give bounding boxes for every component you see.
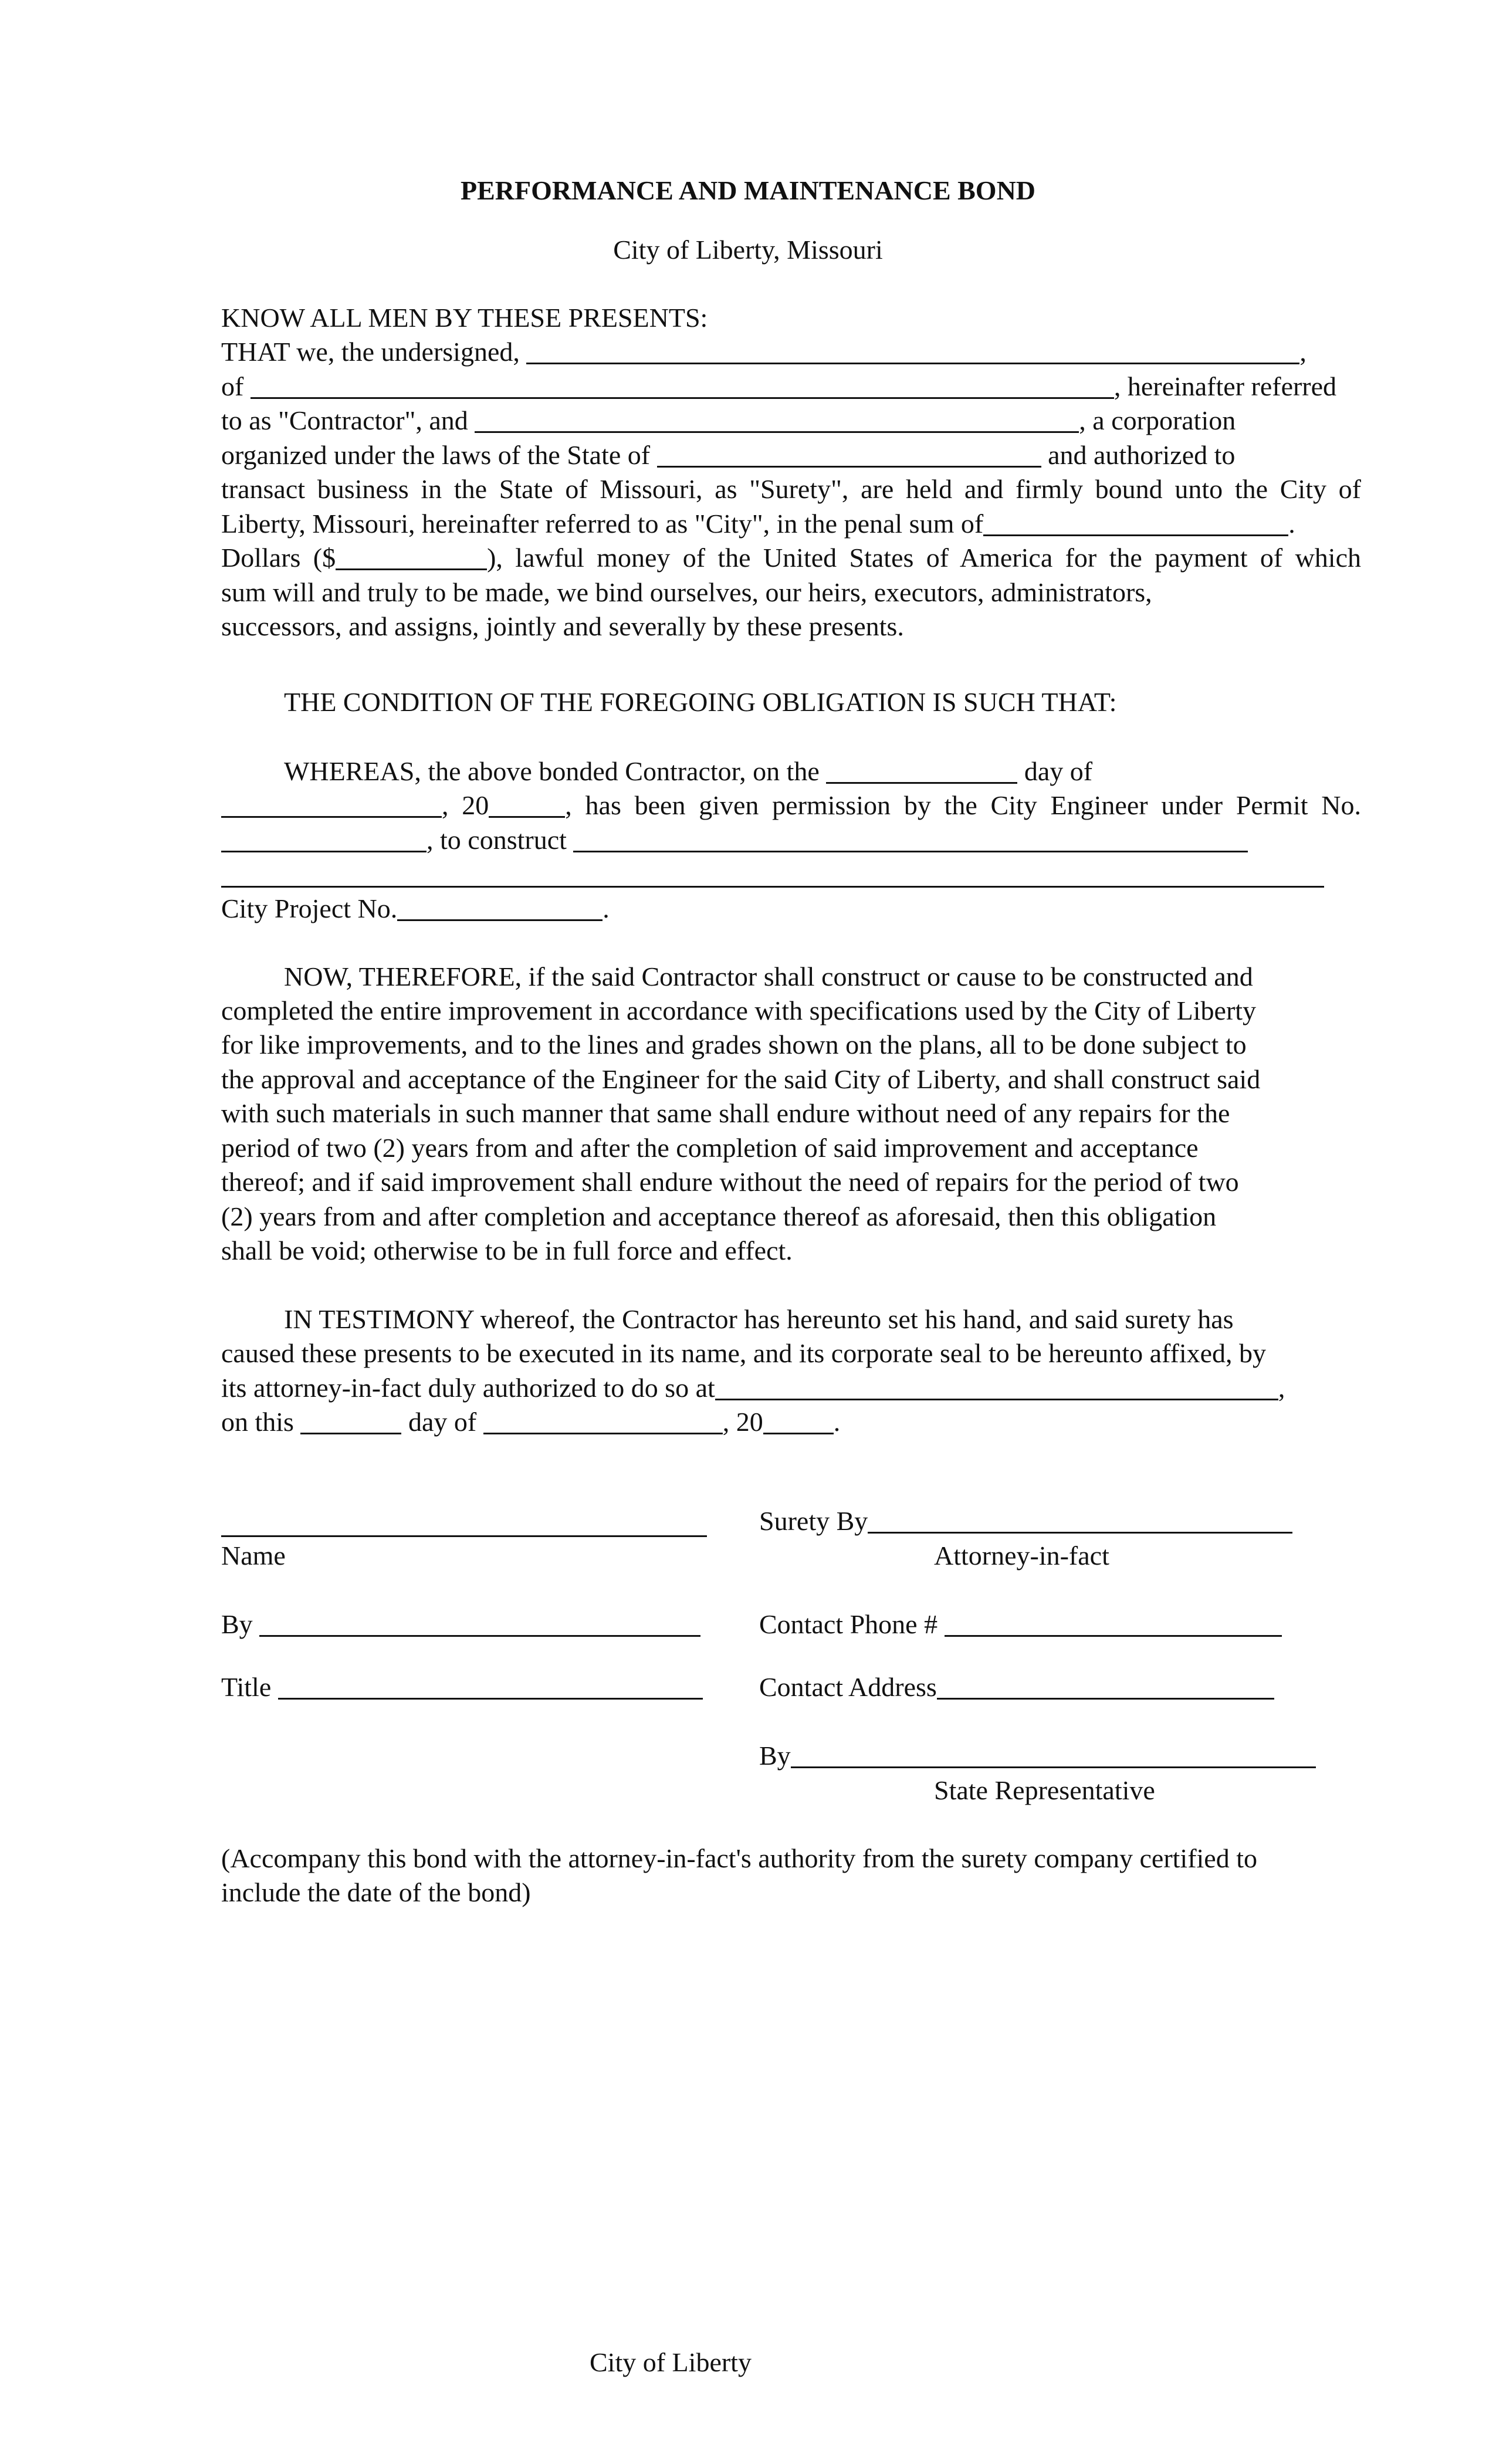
whereas-line-1 (284, 754, 1092, 788)
surety-by-row (759, 1504, 1292, 1538)
penal-sum-label: Liberty, Missouri, hereinafter referred to as "City", in the penal sum of (221, 509, 984, 539)
execution-day-field[interactable] (300, 1409, 401, 1434)
punctuation: . (833, 1407, 841, 1437)
surety-name-field[interactable] (475, 408, 1079, 433)
whereas-label: WHEREAS, the above bonded Contractor, on the (284, 756, 820, 786)
contractor-address-field[interactable] (251, 374, 1114, 399)
contractor-title-field[interactable] (278, 1674, 703, 1700)
opening-line-7 (221, 541, 1361, 575)
contractor-name-field[interactable] (526, 339, 1299, 364)
punctuation: . (1288, 509, 1295, 539)
opening-line-4 (221, 438, 1235, 472)
hereinafter-text: , hereinafter referred (1113, 371, 1337, 401)
surety-state-field[interactable] (657, 442, 1041, 468)
now-therefore-line-8: (2) years from and after completion and acceptance thereof as aforesaid, then this obligation (221, 1201, 1217, 1231)
undersigned-label: THAT we, the undersigned, (221, 337, 520, 367)
contractor-by-row (221, 1607, 700, 1641)
opening-heading: KNOW ALL MEN BY THESE PRESENTS: (221, 303, 708, 333)
now-therefore-line-4: the approval and acceptance of the Engineer for the said City of Liberty, and shall construct said (221, 1064, 1261, 1094)
authorized-at-label: its attorney-in-fact duly authorized to do so at (221, 1373, 715, 1403)
surety-by-label: Surety By (759, 1506, 868, 1536)
testimony-line-1: IN TESTIMONY whereof, the Contractor has hereunto set his hand, and said surety has (284, 1304, 1234, 1334)
by-label: By (759, 1741, 791, 1771)
contractor-title-row (221, 1670, 703, 1704)
on-this-label: on this (221, 1407, 294, 1437)
permission-month-field[interactable] (221, 793, 442, 818)
year-prefix: , 20 (722, 1407, 763, 1437)
now-therefore-line-1: NOW, THEREFORE, if the said Contractor shall construct or cause to be constructed and (284, 962, 1253, 991)
contact-address-row (759, 1670, 1274, 1704)
opening-line-5: transact business in the State of Missouri, as "Surety", are held and firmly bound unto the City of (221, 474, 1361, 504)
day-of-label: day of (408, 1407, 477, 1437)
now-therefore-line-2: completed the entire improvement in accordance with specifications used by the City of Liberty (221, 996, 1257, 1025)
permission-day-field[interactable] (826, 759, 1017, 784)
state-rep-by-row (759, 1739, 1316, 1773)
authorized-text: and authorized to (1048, 440, 1236, 470)
punctuation: , (1299, 337, 1307, 367)
corporation-text: , a corporation (1079, 405, 1236, 435)
permission-year-field[interactable] (489, 793, 565, 818)
of-label: of (221, 371, 244, 401)
attorney-in-fact-caption: Attorney-in-fact (934, 1541, 1109, 1571)
punctuation: , (1278, 1373, 1285, 1403)
permit-text: , has been given permission by the City Engineer under Permit No. (565, 790, 1361, 820)
contact-phone-field[interactable] (945, 1612, 1282, 1637)
by-label: By (221, 1609, 253, 1639)
opening-line-6 (221, 507, 1295, 541)
contractor-and-label: to as "Contractor", and (221, 405, 468, 435)
now-therefore-line-3: for like improvements, and to the lines and grades shown on the plans, all to be done subject to (221, 1030, 1247, 1060)
whereas-line-3 (221, 823, 1248, 857)
contact-phone-label: Contact Phone # (759, 1609, 938, 1639)
now-therefore-line-6: period of two (2) years from and after the completion of said improvement and acceptance (221, 1133, 1199, 1163)
testimony-line-4 (221, 1405, 840, 1439)
penal-sum-amount-field[interactable] (336, 545, 487, 570)
name-label: Name (221, 1541, 286, 1571)
punctuation: , (442, 790, 449, 820)
now-therefore-line-9: shall be void; otherwise to be in full force and effect. (221, 1236, 793, 1265)
permit-number-field[interactable] (221, 827, 427, 852)
execution-year-field[interactable] (763, 1409, 834, 1434)
construction-description-field-continued[interactable] (221, 886, 1324, 888)
note-line-1: (Accompany this bond with the attorney-in-fact's authority from the surety company certified to (221, 1843, 1257, 1873)
execution-location-field[interactable] (715, 1375, 1278, 1400)
document-subtitle: City of Liberty, Missouri (613, 235, 883, 265)
opening-line-3 (221, 404, 1236, 438)
to-construct-label: , to construct (427, 825, 567, 855)
contractor-by-signature-field[interactable] (259, 1612, 700, 1637)
whereas-line-2 (221, 788, 1361, 823)
testimony-line-3 (221, 1371, 1285, 1405)
year-prefix: 20 (462, 790, 489, 820)
city-project-label: City Project No. (221, 893, 398, 923)
city-project-line (221, 892, 610, 926)
state-rep-signature-field[interactable] (791, 1743, 1316, 1768)
contact-address-label: Contact Address (759, 1672, 937, 1702)
opening-line-8: sum will and truly to be made, we bind ourselves, our heirs, executors, administrators, (221, 577, 1152, 607)
opening-line-9: successors, and assigns, jointly and severally by these presents. (221, 611, 904, 641)
testimony-line-2: caused these presents to be executed in its name, and its corporate seal to be hereunto affixed, by (221, 1338, 1267, 1368)
lawful-money-text: ), lawful money of the United States of America for the payment of which (487, 543, 1361, 573)
day-of-label: day of (1024, 756, 1093, 786)
execution-month-field[interactable] (483, 1409, 723, 1434)
opening-line-1 (221, 335, 1307, 369)
now-therefore-line-7: thereof; and if said improvement shall endure without the need of repairs for the period of two (221, 1167, 1239, 1197)
penal-sum-words-field[interactable] (983, 511, 1288, 536)
page-footer: City of Liberty (590, 2347, 752, 2377)
punctuation: . (603, 893, 610, 923)
contractor-name-signature-line[interactable] (221, 1535, 707, 1537)
now-therefore-line-5: with such materials in such manner that same shall endure without need of any repairs for the (221, 1098, 1230, 1128)
contact-address-field[interactable] (937, 1674, 1274, 1700)
document-title: PERFORMANCE AND MAINTENANCE BOND (460, 175, 1036, 205)
state-representative-caption: State Representative (934, 1775, 1155, 1805)
opening-line-2 (221, 370, 1336, 404)
construction-description-field[interactable] (573, 827, 1248, 852)
city-project-number-field[interactable] (397, 896, 603, 921)
title-label: Title (221, 1672, 272, 1702)
dollars-label: Dollars ($ (221, 543, 336, 573)
contact-phone-row (759, 1607, 1282, 1641)
note-line-2: include the date of the bond) (221, 1877, 531, 1907)
surety-signature-field[interactable] (868, 1508, 1292, 1534)
state-of-label: organized under the laws of the State of (221, 440, 651, 470)
condition-heading: THE CONDITION OF THE FOREGOING OBLIGATION IS SUCH THAT: (284, 687, 1117, 717)
